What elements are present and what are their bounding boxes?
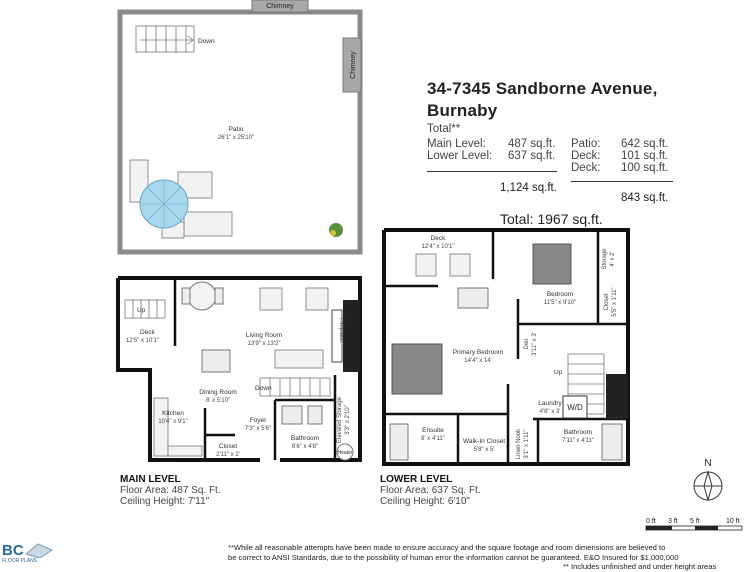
laundry-label: Laundry: [538, 400, 562, 407]
patio-plan: [0, 0, 400, 260]
main-level-caption: [120, 474, 221, 507]
kitchen-dimensions: 10'4" x 9'1": [158, 419, 188, 425]
closet-main-label: Closet: [218, 443, 238, 450]
compass: [688, 456, 728, 506]
ensuite-label: Ensuite: [422, 427, 444, 434]
disclaimer-line1: **While all reasonable attempts have been made to ensure accuracy and the square footage and room dimensions are believed to: [228, 543, 666, 552]
dining-room-label: Dining Room: [199, 389, 237, 396]
linen-nook-dimensions: 3'1" x 1'11": [524, 429, 530, 459]
closet-lower-label: Closet: [604, 293, 610, 311]
bc-floorplans-logo: [2, 540, 62, 565]
elevated-storage-dimensions: 3'3" x 2'10": [345, 405, 351, 435]
main-level-total-label: Main Level:: [427, 138, 486, 150]
closet-main-dimensions: 2'11" x 2': [216, 452, 240, 458]
lower-level-total: [427, 150, 557, 162]
main-down-label: Down: [255, 385, 272, 392]
deck-lower-dimensions: 12'4" x 10'1": [421, 244, 455, 250]
storage-dimensions: 4' x 2': [610, 251, 616, 267]
bathroom-main-label: Bathroom: [290, 435, 320, 442]
deck2-total-label: Deck:: [571, 162, 601, 174]
deck1-total-label: Deck:: [571, 150, 601, 162]
lower-level-height: Ceiling Height: 6'10": [380, 496, 470, 507]
foyer-dimensions: 7'3" x 5'6": [244, 426, 272, 432]
logo-sub: FLOOR PLANS: [2, 558, 38, 564]
bedroom-dimensions: 11'5" x 9'10": [543, 300, 577, 306]
laundry-dimensions: 4'8" x 3': [539, 409, 561, 415]
storage-label: Storage: [602, 248, 608, 270]
elevated-storage-label: Elevated Storage: [337, 396, 343, 444]
linen-nook-label: Linen Nook: [516, 428, 522, 460]
scale-10: 10 ft: [726, 518, 740, 525]
primary-bedroom-dimensions: 14'4" x 14': [464, 358, 492, 364]
scale-bar: [640, 514, 750, 534]
lower-level-area: Floor Area: 637 Sq. Ft.: [380, 485, 481, 496]
living-room-dimensions: 13'9" x 13'2": [247, 341, 281, 347]
deck-main-label: Deck: [140, 329, 155, 336]
deck1-total-value: 101 sq.ft.: [621, 150, 669, 162]
bathroom-lower-label: Bathroom: [563, 429, 593, 436]
address: [427, 78, 658, 122]
bedroom-bed: [533, 244, 571, 284]
dining-room-dimensions: 8' x 5'10": [205, 398, 231, 404]
patio-dimensions: 26'1" x 25'10": [217, 135, 255, 141]
lower-level-plan: [378, 224, 638, 474]
dining-table: [202, 350, 230, 372]
exterior-sum-rule: [571, 181, 673, 182]
address-line1: 34-7345 Sandborne Avenue,: [427, 79, 658, 98]
lower-level-total-label: Lower Level:: [427, 150, 493, 162]
scale-3: 3 ft: [668, 518, 678, 525]
deck-table: [188, 282, 216, 310]
patio-total: [571, 138, 681, 150]
foyer-label: Foyer: [249, 417, 267, 424]
chimney-top-label: Chimney: [266, 3, 294, 10]
wd-label: W/D: [567, 403, 583, 412]
scale-5: 5 ft: [690, 518, 700, 525]
fireplace-label: Fireplace: [338, 317, 344, 343]
disclaimer-line3: ** Includes unfinished and under height areas: [563, 562, 717, 571]
main-level-plan: [110, 270, 370, 470]
deck2-total-value: 100 sq.ft.: [621, 162, 669, 174]
den-label: Den: [524, 338, 530, 350]
lower-up-label: Up: [554, 369, 563, 376]
grand-total: Total: 1967 sq.ft.: [500, 211, 603, 227]
bedroom-label: Bedroom: [546, 291, 574, 298]
closet-lower-dimensions: 5'5" x 1'11": [612, 287, 618, 317]
disclaimer: [228, 543, 748, 572]
primary-bedroom-label: Primary Bedroom: [452, 349, 504, 356]
totals-heading: Total**: [427, 123, 461, 135]
heater-label: Heater: [337, 450, 353, 456]
scale-0: 0 ft: [646, 518, 656, 525]
patio-total-value: 642 sq.ft.: [621, 138, 669, 150]
chimney-side-label: Chimney: [350, 51, 357, 79]
main-up-label: Up: [137, 307, 146, 314]
interior-sum: 1,124 sq.ft.: [500, 182, 557, 194]
bathroom-main-dimensions: 6'6" x 4'8": [291, 444, 319, 450]
interior-sum-rule: [427, 171, 557, 172]
main-level-height: Ceiling Height: 7'11": [120, 496, 210, 507]
logo-text: BC: [2, 542, 24, 559]
exterior-sum: 843 sq.ft.: [621, 192, 669, 204]
lower-level-total-value: 637 sq.ft.: [508, 150, 556, 162]
main-level-total: [427, 138, 557, 150]
walkin-closet-dimensions: 5'8" x 5': [473, 447, 495, 453]
main-level-area: Floor Area: 487 Sq. Ft.: [120, 485, 221, 496]
patio-plant-icon: [329, 223, 343, 237]
deck-lower-label: Deck: [430, 235, 446, 242]
main-level-total-value: 487 sq.ft.: [508, 138, 556, 150]
walkin-closet-label: Walk-In Closet: [462, 438, 506, 445]
kitchen-label: Kitchen: [162, 410, 184, 417]
lower-level-caption: [380, 474, 481, 507]
logo-icon: [24, 540, 54, 558]
living-room-label: Living Room: [245, 332, 283, 339]
ensuite-dimensions: 8' x 4'11": [421, 436, 445, 442]
deck1-total: [571, 150, 681, 162]
address-line2: Burnaby: [427, 101, 498, 120]
patio-label: Patio: [228, 126, 244, 133]
primary-bed: [392, 344, 442, 394]
den-dimensions: 3'11" x 3': [532, 332, 538, 356]
lower-level-title: LOWER LEVEL: [380, 474, 453, 485]
patio-down-label: Down: [198, 38, 215, 45]
main-level-title: MAIN LEVEL: [120, 474, 181, 485]
patio-total-label: Patio:: [571, 138, 601, 150]
bathroom-lower-dimensions: 7'11" x 4'11": [561, 438, 595, 444]
disclaimer-line2: be correct to ANSI Standards, due to the possibility of human error the information cannot be guaranteed. E&O Insured for $1,000,000: [228, 552, 679, 562]
compass-north: N: [704, 458, 712, 469]
deck2-total: [571, 162, 681, 174]
deck-main-dimensions: 12'5" x 10'1": [126, 338, 159, 344]
